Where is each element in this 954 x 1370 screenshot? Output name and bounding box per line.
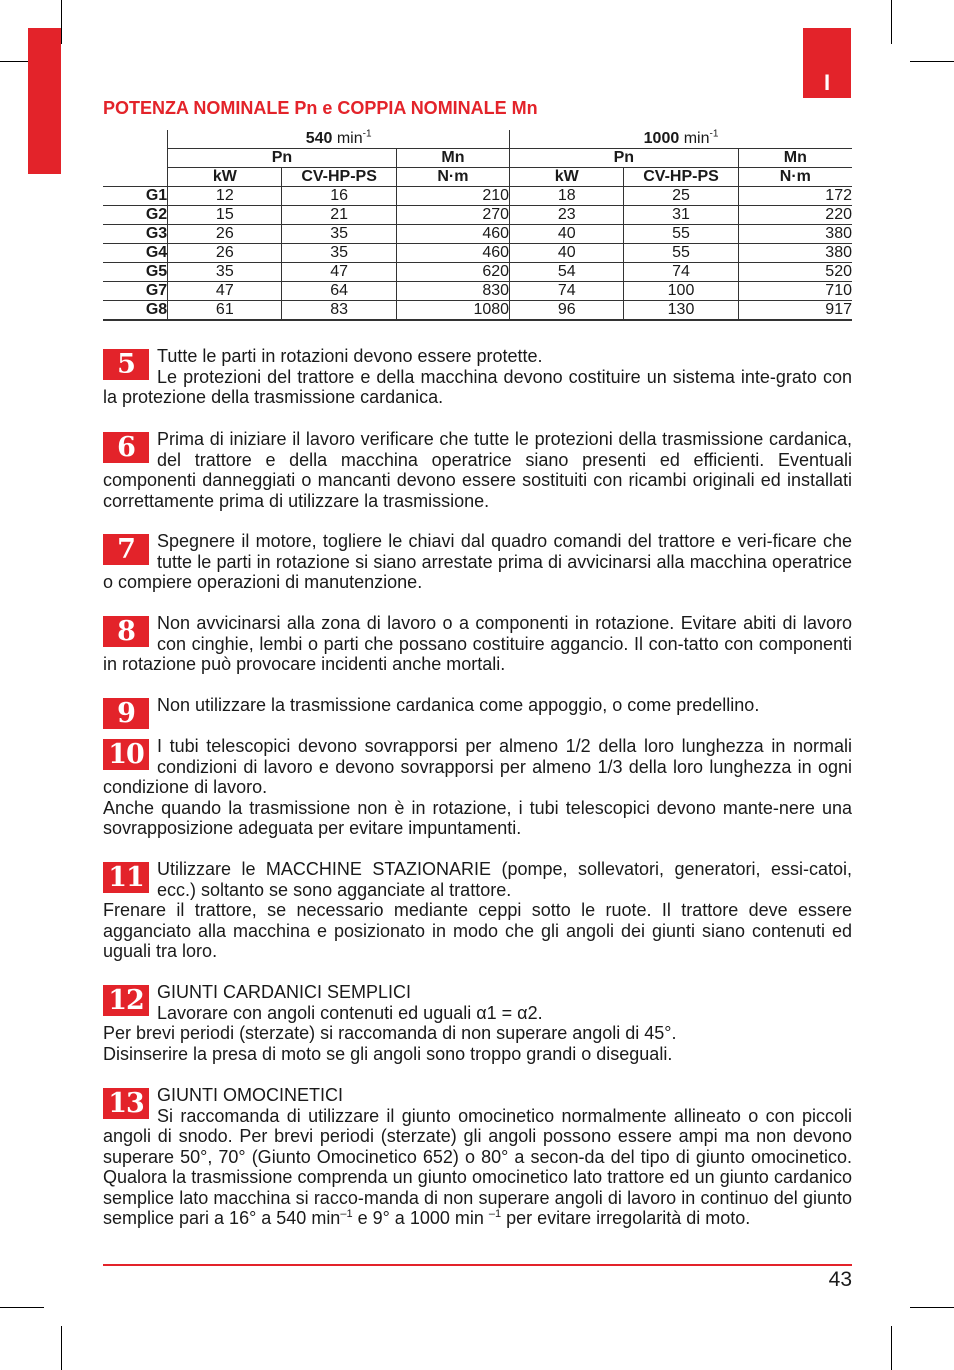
value-cell: 35 — [168, 263, 282, 282]
section-number: 10 — [103, 739, 149, 770]
section-number: 9 — [103, 698, 149, 729]
section-13: 13 GIUNTI OMOCINETICI Si raccomanda di utilizzare il giunto omocinetico normalmente allineato o con piccoli angoli di snodo. Per brevi periodi (sterzate) gli angoli possono essere ampi ma non devono superare 50°, 70° (Giunto Omocinetico 652) o 80° a secon-da del tipo di giunto omocinetico. Qualora la trasmissione comprenda un giunto omocinetico lato trattore ed un giunto cardanico semplice lato macchina si racco-manda di non superare angoli di lavoro in continuo del giunto semplice pari a 16° a 540 $\min^{-1} e$ 9° a 1000 min $^{-1}$ per evitare irregolarità di moto. — [103, 1085, 852, 1228]
side-color-tab — [28, 28, 61, 174]
value-cell: 26 — [168, 244, 282, 263]
crop-mark — [910, 61, 954, 62]
joint-size-cell: G2 — [103, 206, 168, 225]
joint-size-cell: G1 — [103, 187, 168, 206]
table-row — [103, 282, 852, 301]
joint-size-cell: G4 — [103, 244, 168, 263]
value-cell: 64 — [282, 282, 396, 301]
section-5: 5 Tutte le parti in rotazioni devono essere protette. Le protezioni del trattore e della macchina devono costituire un sistema inte-grato con la protezione della trasmissione cardanica. — [103, 346, 852, 407]
section-9: 9 Non utilizzare la trasmissione cardanica come appoggio, o come predellino. — [103, 695, 852, 729]
value-cell: 47 — [168, 282, 282, 301]
power-torque-table — [103, 130, 852, 321]
section-number: 8 — [103, 616, 149, 647]
section-10: 10 I tubi telescopici devono sovrapporsi per almeno 1/2 della loro lunghezza in normali condizioni di lavoro e devono sovrapporsi per almeno 1/3 della loro lunghezza in ogni condizione di lavoro. Anche quando la trasmissione non è in rotazione, i tubi telescopici devono mante-nere una sovrapposizione adeguata per evitare impuntamenti. — [103, 736, 852, 838]
pn-header: Pn — [168, 149, 397, 168]
value-cell: 96 — [510, 301, 624, 321]
pn-header: Pn — [510, 149, 739, 168]
section-8: 8 Non avvicinarsi alla zona di lavoro o a componenti in rotazione. Evitare abiti di lavoro con cinghie, lembi o parti che possano costituire aggancio. Il con-tatto con componenti in rotazione può provocare incidenti anche mortali. — [103, 613, 852, 674]
nm-header: N·m — [396, 168, 509, 187]
value-cell: 47 — [282, 263, 396, 282]
value-cell: 460 — [396, 225, 509, 244]
value-cell: 18 — [510, 187, 624, 206]
value-cell: 55 — [624, 244, 738, 263]
section-6: 6 Prima di iniziare il lavoro verificare che tutte le protezioni della trasmissione cardanica, del trattore e della macchina operatrice siano presenti ed efficienti. Eventuali componenti danneggiati o mancanti devono essere sostituiti con ricambi originali ed installati correttamente prima di utilizzare la trasmissione. — [103, 429, 852, 511]
value-cell: 620 — [396, 263, 509, 282]
section-number: 12 — [103, 985, 149, 1016]
kw-header: kW — [168, 168, 282, 187]
value-cell: 220 — [738, 206, 852, 225]
joint-size-cell: G8 — [103, 301, 168, 321]
value-cell: 26 — [168, 225, 282, 244]
value-cell: 917 — [738, 301, 852, 321]
value-cell: 74 — [510, 282, 624, 301]
mn-header: Mn — [396, 149, 509, 168]
table-row — [103, 187, 852, 206]
value-cell: 35 — [282, 244, 396, 263]
value-cell: 40 — [510, 244, 624, 263]
value-cell: 1080 — [396, 301, 509, 321]
value-cell: 380 — [738, 225, 852, 244]
value-cell: 55 — [624, 225, 738, 244]
section-number: 6 — [103, 432, 149, 463]
joint-size-cell: G7 — [103, 282, 168, 301]
value-cell: 460 — [396, 244, 509, 263]
speed-header-1000: 1000 $\min^{-1}$ — [510, 130, 852, 149]
page-number: 43 — [828, 1268, 852, 1291]
value-cell: 270 — [396, 206, 509, 225]
section-title: POTENZA NOMINALE Pn e COPPIA NOMINALE Mn — [103, 98, 538, 118]
crop-mark — [910, 1307, 954, 1308]
table-row — [103, 244, 852, 263]
footer-rule — [103, 1264, 852, 1266]
crop-mark — [61, 1326, 62, 1370]
value-cell: 83 — [282, 301, 396, 321]
section-7: 7 Spegnere il motore, togliere le chiavi dal quadro comandi del trattore e veri-ficare che tutte le parti in rotazione si siano arrestate prima di avvicinarsi alla macchina operatrice o compiere operazioni di manutenzione. — [103, 531, 852, 592]
value-cell: 61 — [168, 301, 282, 321]
value-cell: 130 — [624, 301, 738, 321]
value-cell: 23 — [510, 206, 624, 225]
section-12: 12 GIUNTI CARDANICI SEMPLICI Lavorare con angoli contenuti ed uguali α1 = α2. Per brevi periodi (sterzate) si raccomanda di non superare angoli di 45°. Disinserire la presa di moto se gli angoli sono troppo grandi o diseguali. — [103, 982, 677, 1064]
value-cell: 16 — [282, 187, 396, 206]
value-cell: 31 — [624, 206, 738, 225]
crop-mark — [0, 1307, 44, 1308]
value-cell: 830 — [396, 282, 509, 301]
joint-size-cell: G3 — [103, 225, 168, 244]
section-11: 11 Utilizzare le MACCHINE STAZIONARIE (pompe, sollevatori, generatori, essi-catoi, ecc.) soltanto se sono agganciate al trattore. Frenare il trattore, se necessario mediante ceppi sotto le ruote. Il trattore deve essere agganciato alla macchina e posizionato in modo che gli angoli dei giunti siano contenuti ed uguali tra loro. — [103, 859, 852, 961]
section-number: 13 — [103, 1088, 149, 1119]
crop-mark — [891, 0, 892, 44]
table-row — [103, 206, 852, 225]
language-tab — [803, 28, 851, 98]
table-row — [103, 263, 852, 282]
section-number: 5 — [103, 349, 149, 380]
table-row — [103, 225, 852, 244]
value-cell: 21 — [282, 206, 396, 225]
crop-mark — [61, 0, 62, 44]
kw-header: kW — [510, 168, 624, 187]
crop-mark — [891, 1326, 892, 1370]
value-cell: 100 — [624, 282, 738, 301]
value-cell: 380 — [738, 244, 852, 263]
value-cell: 40 — [510, 225, 624, 244]
mn-header: Mn — [738, 149, 852, 168]
language-tab-label: I — [823, 70, 831, 95]
value-cell: 15 — [168, 206, 282, 225]
table-row — [103, 301, 852, 321]
value-cell: 35 — [282, 225, 396, 244]
section-number: 7 — [103, 534, 149, 565]
section-number: 11 — [103, 862, 149, 893]
cv-header: CV-HP-PS — [282, 168, 396, 187]
value-cell: 54 — [510, 263, 624, 282]
value-cell: 12 — [168, 187, 282, 206]
joint-size-cell: G5 — [103, 263, 168, 282]
value-cell: 25 — [624, 187, 738, 206]
nm-header: N·m — [738, 168, 852, 187]
cv-header: CV-HP-PS — [624, 168, 738, 187]
value-cell: 74 — [624, 263, 738, 282]
value-cell: 172 — [738, 187, 852, 206]
speed-header-540: 540 $\min^{-1}$ — [168, 130, 510, 149]
value-cell: 210 — [396, 187, 509, 206]
value-cell: 710 — [738, 282, 852, 301]
value-cell: 520 — [738, 263, 852, 282]
